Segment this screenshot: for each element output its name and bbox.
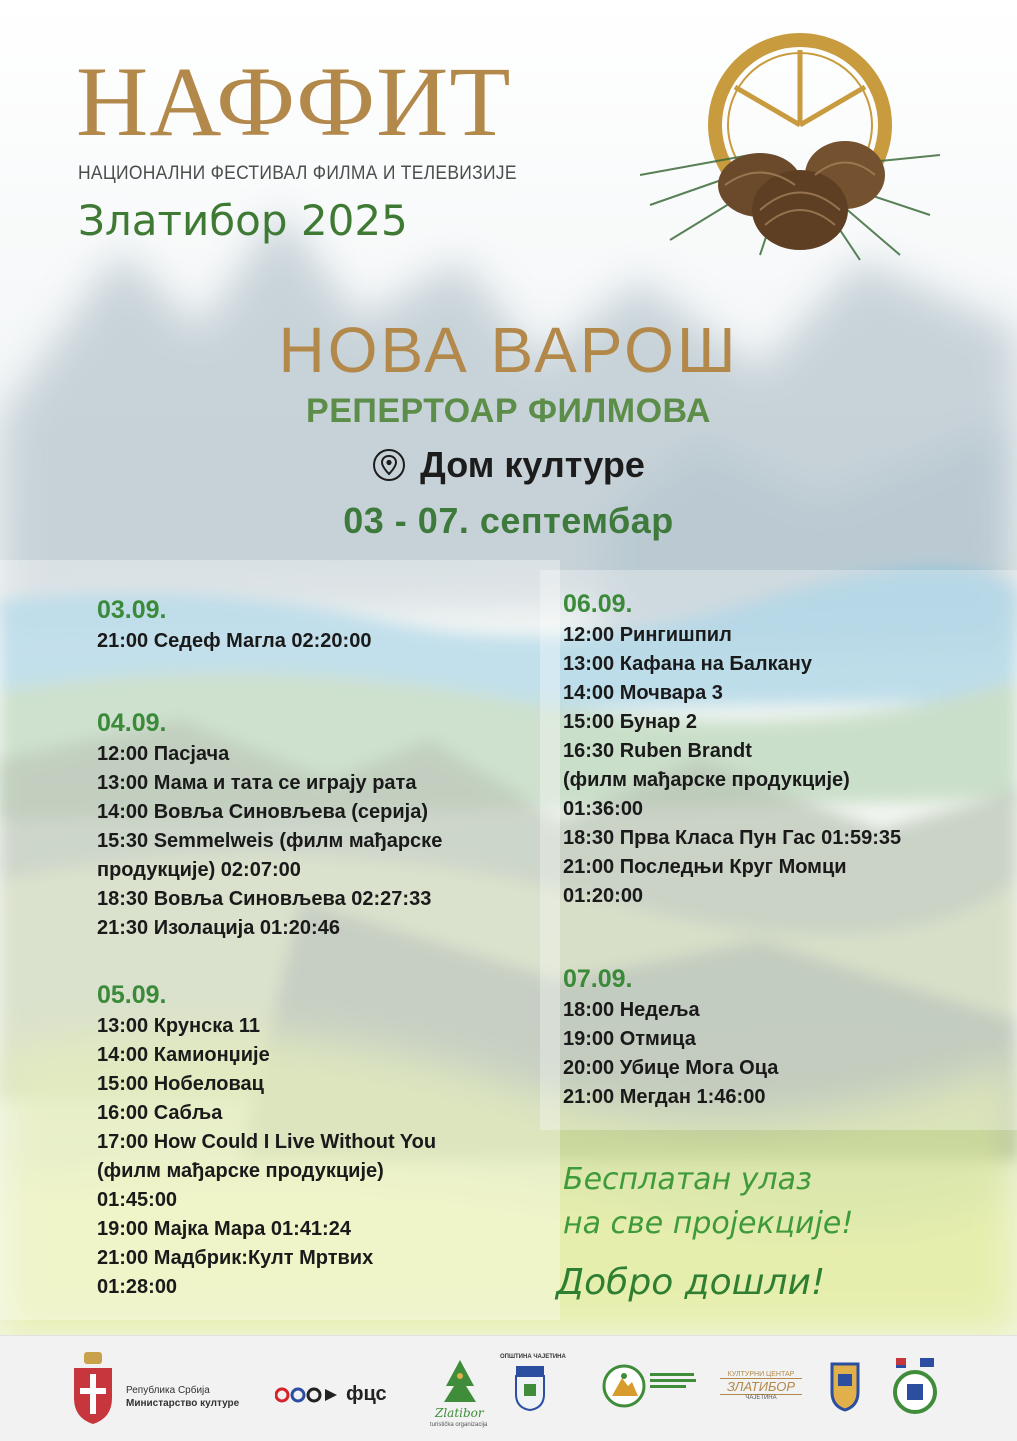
screening-item: 01:28:00	[97, 1276, 178, 1298]
schedule-day-0509	[97, 981, 537, 1302]
screening-item: (филм мађарске продукције)	[97, 1160, 384, 1182]
cultural-center-bottom: ЧАЈЕТИНА	[745, 1395, 777, 1401]
screening-item: 12:00 Пасјача	[97, 743, 230, 765]
municipality-badge-icon	[890, 1356, 940, 1416]
screening-item: 16:00 Сабља	[97, 1102, 223, 1124]
day-date: 04.09.	[97, 709, 167, 737]
screening-item: 01:36:00	[563, 798, 644, 820]
day-date: 06.09.	[563, 590, 633, 618]
municipality-label: ОПШТИНА ЧАЈЕТИНА	[500, 1354, 566, 1360]
repertoire-heading: РЕПЕРТОАР ФИЛМОВА	[306, 392, 711, 430]
free-entry-line-1: Бесплатан улаз	[563, 1162, 812, 1197]
day-date: 03.09.	[97, 596, 167, 624]
screening-item: 20:00 Убице Мога Оца	[563, 1057, 779, 1079]
tourism-text-block	[650, 1370, 702, 1396]
screening-item: 17:00 How Could I Live Without You	[97, 1131, 437, 1153]
screening-item: (филм мађарске продукције)	[563, 769, 850, 791]
location-pin-icon	[372, 448, 406, 482]
screening-item: 14:00 Камионџије	[97, 1044, 270, 1066]
cultural-center-top: КУЛТУРНИ ЦЕНТАР	[727, 1371, 795, 1378]
ministry-line-2: Министарство културе	[126, 1398, 240, 1409]
cultural-center-logo	[720, 1371, 802, 1401]
coat-of-arms-icon	[830, 1360, 860, 1412]
screening-item: 13:00 Мама и тата се играју рата	[97, 772, 417, 794]
ministry-label	[126, 1384, 239, 1410]
festival-subtitle: НАЦИОНАЛНИ ФЕСТИВАЛ ФИЛМА И ТЕЛЕВИЗИЈЕ	[78, 163, 517, 184]
zlatibor-logo-text: Zlatibor	[435, 1406, 484, 1420]
screening-item: 13:00 Крунска 11	[97, 1015, 261, 1037]
tourism-organization-logo-icon	[602, 1364, 646, 1408]
screening-item: 21:00 Последњи Круг Момци	[563, 856, 847, 878]
schedule-day-0609	[563, 590, 1003, 911]
screening-item: 18:30 Вовља Синовљева 02:27:33	[97, 888, 432, 910]
day-date: 07.09.	[563, 965, 633, 993]
screening-item: 14:00 Мочвара 3	[563, 682, 723, 704]
pine-cone-film-reel-emblem	[630, 25, 950, 275]
screening-item: 15:00 Бунар 2	[563, 711, 698, 733]
municipality-crest-icon	[514, 1364, 546, 1412]
screening-item: 01:20:00	[563, 885, 644, 907]
screening-item: 19:00 Отмица	[563, 1028, 696, 1050]
screening-item: 15:30 Semmelweis (филм мађарске	[97, 830, 443, 852]
screening-item: 16:30 Ruben Brandt	[563, 740, 752, 762]
screening-item: 13:00 Кафана на Балкану	[563, 653, 812, 675]
schedule-day-0309	[97, 596, 537, 656]
festival-dates: 03 - 07. септембар	[343, 500, 674, 541]
day-date: 05.09.	[97, 981, 167, 1009]
screening-item: 14:00 Вовља Синовљева (серија)	[97, 801, 429, 823]
fcs-logo-icon	[275, 1386, 339, 1404]
screening-item: 01:45:00	[97, 1189, 178, 1211]
festival-edition: Златибор 2025	[78, 196, 408, 245]
screening-item: 18:30 Прва Класа Пун Гас 01:59:35	[563, 827, 902, 849]
screening-item: 18:00 Недеља	[563, 999, 700, 1021]
ministry-line-1: Република Србија	[126, 1385, 210, 1396]
free-entry-line-2: на све пројекције!	[563, 1206, 854, 1241]
screening-item: продукције) 02:07:00	[97, 859, 301, 881]
screening-item: 21:00 Мегдан 1:46:00	[563, 1086, 766, 1108]
cultural-center-name: ЗЛАТИБОР	[720, 1378, 802, 1395]
screening-item: 12:00 Рингишпил	[563, 624, 732, 646]
venue-name: Дом културе	[420, 444, 645, 485]
festival-logo-title: НАФФИТ	[76, 46, 512, 157]
free-entry-note	[563, 1158, 853, 1246]
screening-item: 21:00 Седеф Магла 02:20:00	[97, 630, 372, 652]
zlatibor-logo-subtext: turistička organizacija	[430, 1422, 488, 1428]
zlatibor-tree-logo-icon	[440, 1358, 480, 1404]
screening-item: 19:00 Мајка Мара 01:41:24	[97, 1218, 351, 1240]
screening-item: 21:30 Изолација 01:20:46	[97, 917, 340, 939]
schedule-day-0709	[563, 965, 1003, 1112]
city-title: НОВА ВАРОШ	[278, 314, 739, 386]
sponsor-footer	[0, 1335, 1017, 1441]
venue-line	[0, 444, 1017, 486]
fcs-label: фцс	[346, 1383, 387, 1405]
screening-item: 15:00 Нобеловац	[97, 1073, 264, 1095]
schedule-day-0409	[97, 709, 537, 943]
serbia-coat-of-arms-icon	[70, 1350, 116, 1426]
welcome-message: Добро дошли!	[556, 1262, 826, 1303]
screening-item: 21:00 Мадбрик:Култ Мртвих	[97, 1247, 374, 1269]
